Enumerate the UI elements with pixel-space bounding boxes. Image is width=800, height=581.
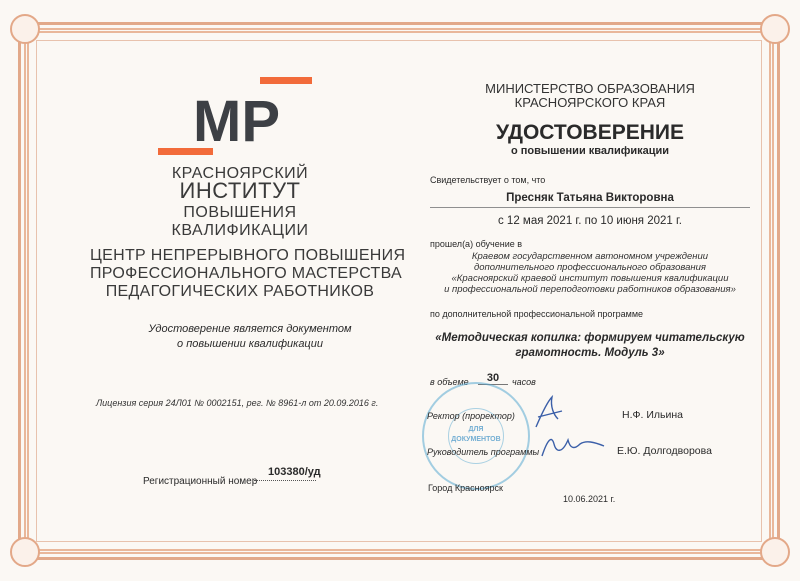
official-stamp	[422, 382, 530, 490]
trained-label: прошел(а) обучение в	[430, 239, 523, 249]
issue-date: 10.06.2021 г.	[563, 494, 616, 504]
corner-ornament	[10, 14, 40, 44]
corner-ornament	[10, 537, 40, 567]
institute-name-line3: ПОВЫШЕНИЯ	[183, 204, 297, 221]
recipient-name: Пресняк Татьяна Викторовна	[506, 192, 674, 204]
program-head-signature	[538, 430, 608, 464]
ministry-line2: КРАСНОЯРСКОГО КРАЯ	[514, 95, 666, 110]
certificate-subtitle: о повышении квалификации	[510, 145, 670, 157]
program-head-name: Е.Ю. Долгодворова	[617, 445, 712, 457]
rector-signature	[528, 393, 568, 433]
program-name-line2: грамотность. Модуль 3»	[515, 347, 665, 359]
rector-name: Н.Ф. Ильина	[622, 409, 683, 421]
program-name-line1: «Методическая копилка: формируем читательскую	[435, 332, 745, 344]
organization-line2: дополнительного профессионального образования	[473, 262, 706, 273]
document-note-line1: Удостоверение является документом	[148, 323, 352, 335]
stamp-text-top: ДЛЯ	[468, 426, 484, 433]
ministry-line1: МИНИСТЕРСТВО ОБРАЗОВАНИЯ	[485, 81, 695, 96]
certificate-title: УДОСТОВЕРЕНИЕ	[495, 121, 685, 144]
volume-unit: часов	[512, 377, 536, 387]
corner-ornament	[760, 537, 790, 567]
name-underline	[430, 207, 750, 208]
organization-line1: Краевом государственном автономном учреждении	[471, 251, 709, 262]
volume-value: 30	[478, 372, 508, 385]
license-info: Лицензия серия 24Л01 № 0002151, рег. № 8961-л от 20.09.2016 г.	[96, 398, 379, 408]
organization-line4: и профессиональной переподготовки работников образования»	[444, 284, 736, 295]
institute-logo	[155, 75, 320, 160]
volume-label: в объеме	[430, 377, 469, 387]
center-name-line1: ЦЕНТР НЕПРЕРЫВНОГО ПОВЫШЕНИЯ	[90, 247, 406, 264]
training-period: с 12 мая 2021 г. по 10 июня 2021 г.	[497, 215, 682, 227]
city: Город Красноярск	[428, 483, 503, 493]
institute-name-line1: КРАСНОЯРСКИЙ	[171, 165, 309, 182]
registration-label: Регистрационный номер	[143, 476, 258, 487]
institute-name-line2: ИНСТИТУТ	[179, 178, 301, 203]
logo-letters: МР	[193, 89, 280, 154]
logo-bar-top	[260, 77, 312, 84]
institute-name-line4: КВАЛИФИКАЦИИ	[171, 222, 309, 239]
certifies-label: Свидетельствует о том, что	[430, 175, 546, 185]
program-label: по дополнительной профессиональной программе	[430, 309, 644, 319]
organization-line3: «Красноярский краевой институт повышения квалификации	[451, 273, 729, 284]
stamp-text-bottom: ДОКУМЕНТОВ	[451, 436, 501, 443]
center-name-line3: ПЕДАГОГИЧЕСКИХ РАБОТНИКОВ	[105, 283, 375, 300]
corner-ornament	[760, 14, 790, 44]
registration-number: 103380/уд	[268, 466, 321, 478]
document-note-line2: о повышении квалификации	[177, 338, 323, 350]
registration-dotted-line	[254, 480, 316, 481]
center-name-line2: ПРОФЕССИОНАЛЬНОГО МАСТЕРСТВА	[90, 265, 403, 282]
program-head-label: Руководитель программы	[427, 447, 540, 457]
rector-label: Ректор (проректор)	[427, 411, 515, 421]
